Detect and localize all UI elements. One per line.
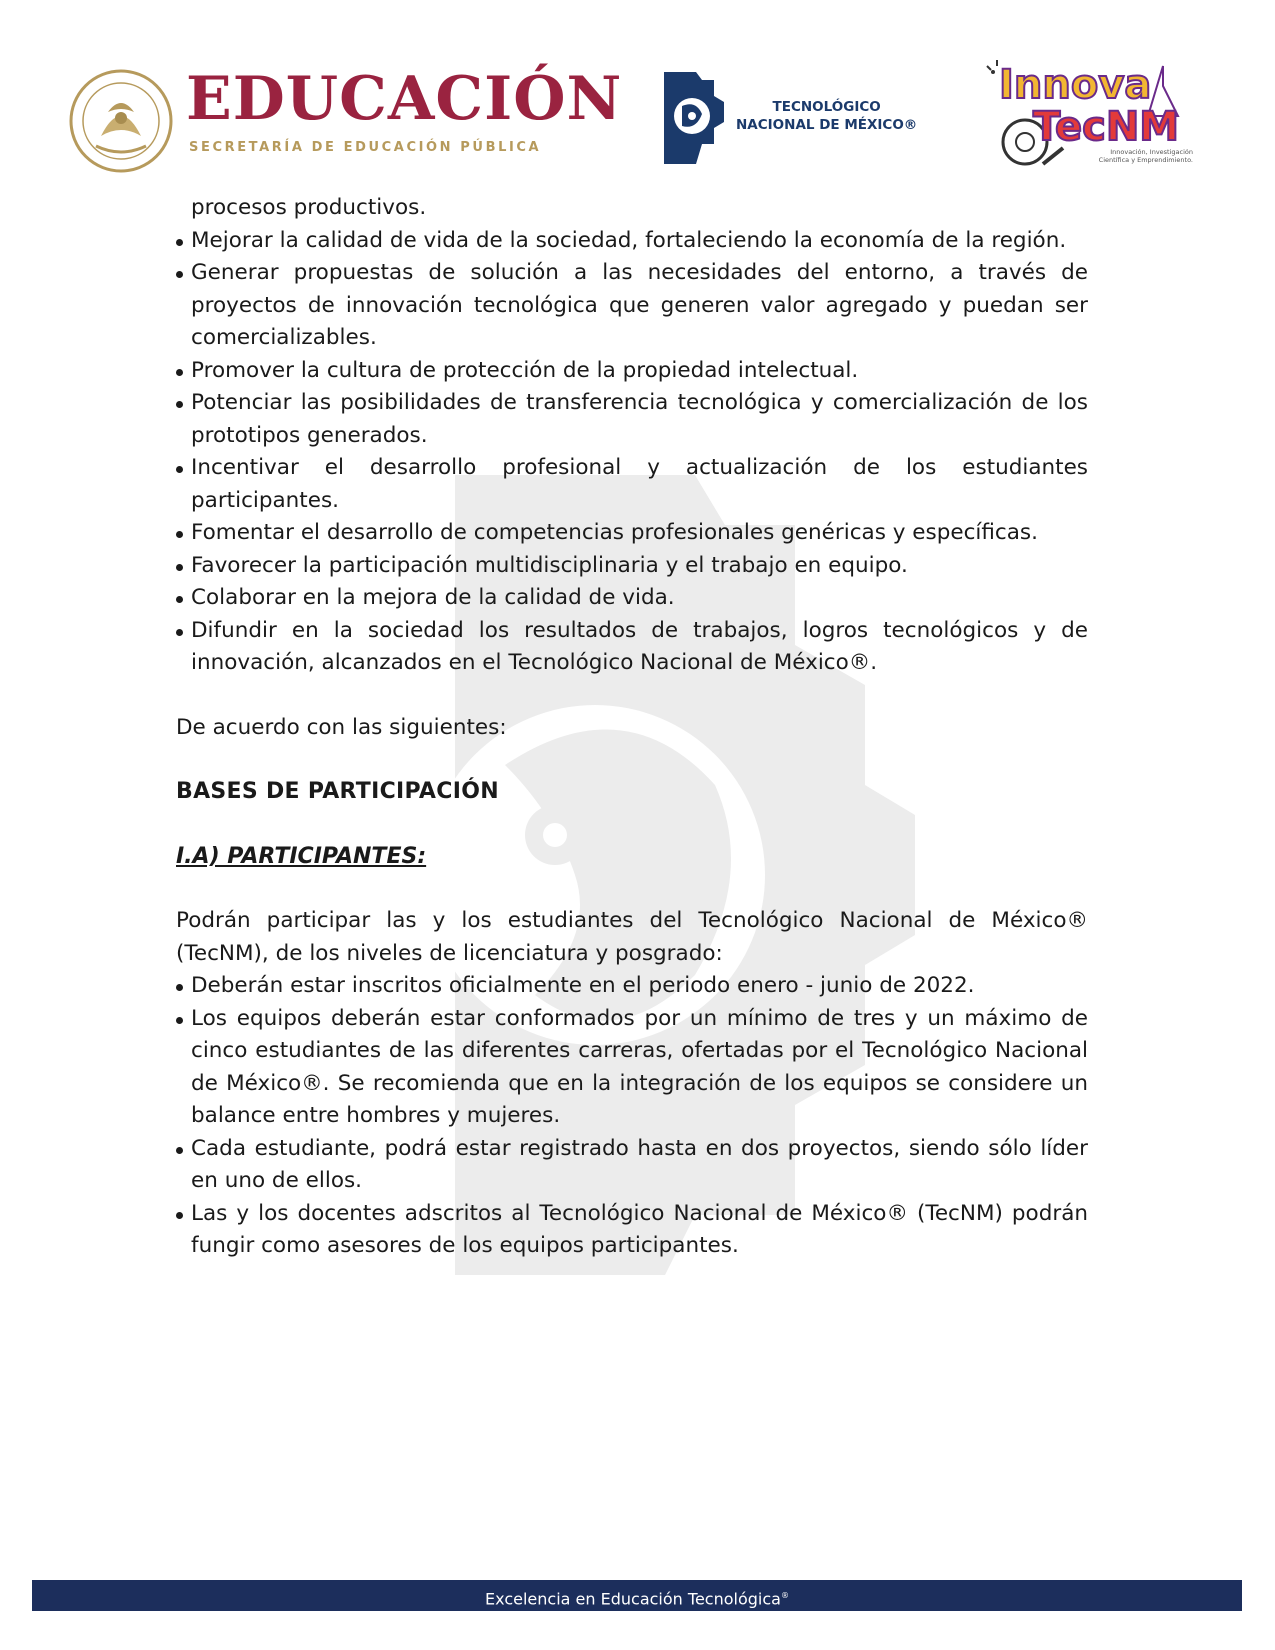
innova-tecnm-word: TecNM [1033, 104, 1180, 150]
tecnm-line-2: NACIONAL DE MÉXICO® [736, 117, 918, 133]
sep-subtitle: SECRETARÍA DE EDUCACIÓN PÚBLICA [189, 140, 542, 155]
footer-registered-mark: ® [780, 1591, 789, 1600]
spacer [176, 809, 1088, 841]
list-item: Mejorar la calidad de vida de la sociedad, fortaleciendo la economía de la región. [176, 225, 1088, 258]
tecnm-gear-icon [656, 66, 728, 170]
list-item: Colaborar en la mejora de la calidad de vida. [176, 582, 1088, 615]
innova-tagline: Innovación, Investigación Científica y Emprendimiento. [1098, 148, 1193, 164]
mexico-seal-icon [66, 66, 176, 176]
list-item: Los equipos deberán estar conformados por un mínimo de tres y un máximo de cinco estudiantes de las diferentes carreras, ofertadas por el Tecnológico Nacional de México®. Se recomienda que en la integración de los equipos se considere un balance entre hombres y mujeres. [176, 1003, 1088, 1133]
tecnm-logo [656, 66, 918, 170]
list-item: Promover la cultura de protección de la propiedad intelectual. [176, 355, 1088, 388]
page-footer [32, 1580, 1242, 1611]
list-item: Fomentar el desarrollo de competencias profesionales genéricas y específicas. [176, 517, 1088, 550]
intro-paragraph: De acuerdo con las siguientes: [176, 714, 507, 740]
list-item: Las y los docentes adscritos al Tecnológico Nacional de México® (TecNM) podrán fungir como asesores de los equipos participantes. [176, 1198, 1088, 1263]
tecnm-name [736, 98, 917, 134]
list-item: Generar propuestas de solución a las necesidades del entorno, a través de proyectos de innovación tecnológica que generen valor agregado y puedan ser comercializables. [176, 257, 1088, 355]
sep-title: EDUCACIÓN [186, 64, 623, 134]
list-item: Potenciar las posibilidades de transferencia tecnológica y comercialización de los prototipos generados. [176, 387, 1088, 452]
spacer [176, 873, 1088, 905]
list-item: Incentivar el desarrollo profesional y actualización de los estudiantes participantes. [176, 452, 1088, 517]
list-item: Favorecer la participación multidisciplinaria y el trabajo en equipo. [176, 550, 1088, 583]
tecnm-line-1: TECNOLÓGICO [772, 99, 881, 115]
list-item: Cada estudiante, podrá estar registrado hasta en dos proyectos, siendo sólo líder en uno de ellos. [176, 1133, 1088, 1198]
innova-word: Innova [999, 62, 1152, 108]
page-header [0, 0, 1275, 190]
continuation-text: procesos productivos. [191, 195, 427, 220]
participants-intro: Podrán participar las y los estudiantes del Tecnológico Nacional de México® (TecNM), de los niveles de licenciatura y posgrado: [176, 908, 1088, 966]
innova-tecnm-logo [983, 56, 1198, 180]
bases-heading: BASES DE PARTICIPACIÓN [176, 779, 499, 804]
spacer [176, 680, 1088, 712]
spacer [176, 744, 1088, 776]
sep-logo [66, 62, 626, 182]
document-body [176, 192, 1088, 1263]
section-title: I.A) PARTICIPANTES: [176, 843, 427, 869]
list-item: Difundir en la sociedad los resultados de trabajos, logros tecnológicos y de innovación, alcanzados en el Tecnológico Nacional de México®. [176, 615, 1088, 680]
list-item: Deberán estar inscritos oficialmente en el periodo enero - junio de 2022. [176, 970, 1088, 1003]
footer-text: Excelencia en Educación Tecnológica [485, 1589, 781, 1609]
objectives-list [176, 225, 1088, 680]
participants-list [176, 970, 1088, 1263]
